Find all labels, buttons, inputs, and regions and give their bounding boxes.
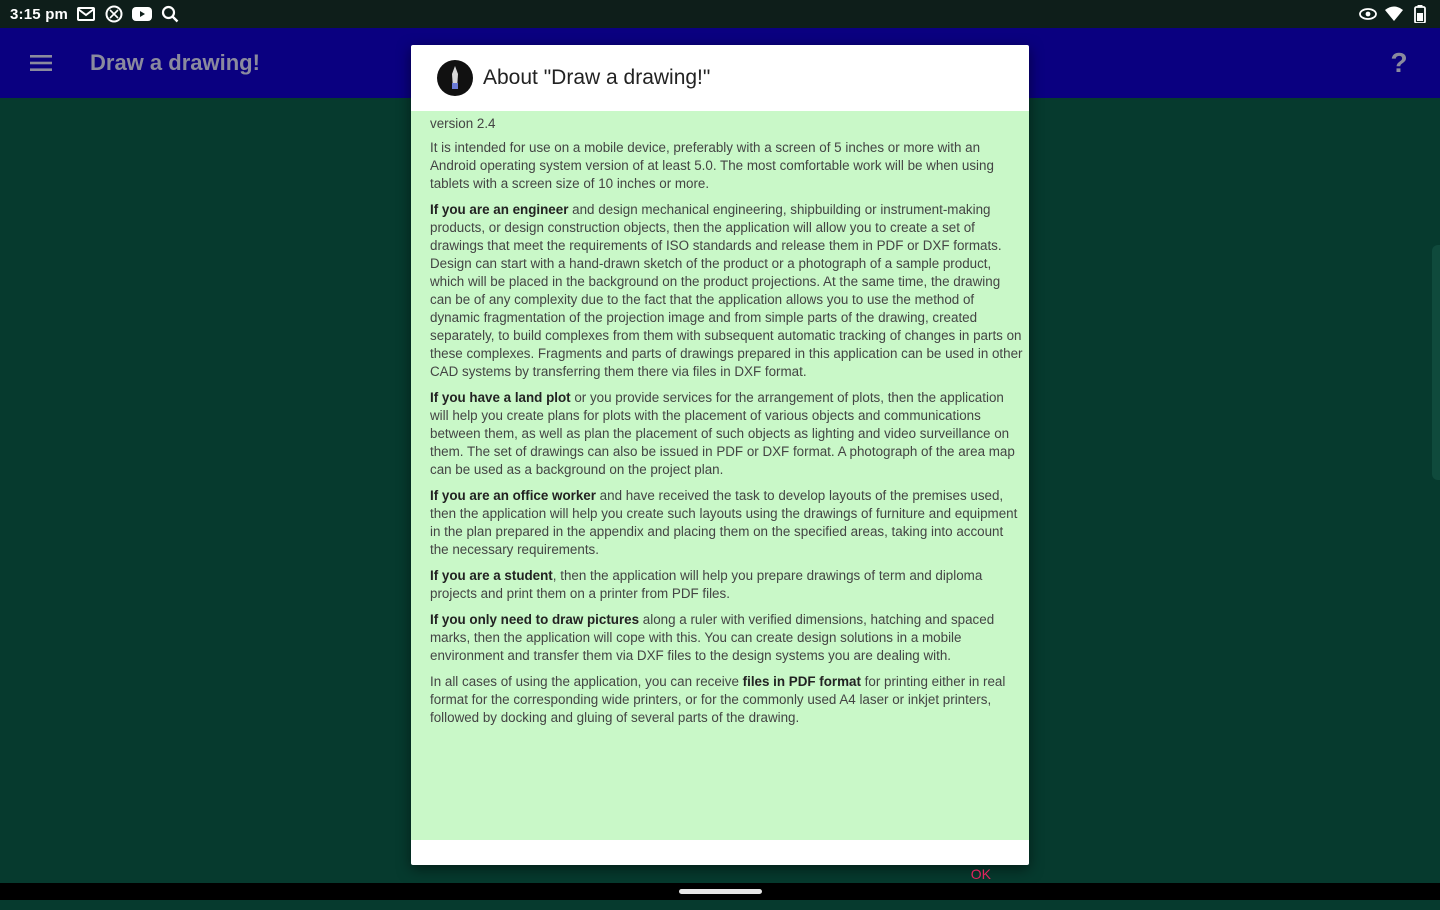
youtube-icon <box>132 4 152 24</box>
status-time: 3:15 pm <box>10 5 69 23</box>
office-paragraph <box>430 487 1023 559</box>
land-paragraph <box>430 389 1023 479</box>
dialog-scroll-content[interactable] <box>411 111 1029 840</box>
cases-text-b: for printing either in real format for the corresponding wide printers, or for the commonly used A4 laser or inkjet printers, followed by docking and gluing of several parts of the drawing. <box>430 674 1006 725</box>
app-icon <box>104 4 124 24</box>
office-text: and have received the task to develop layouts of the premises used, then the application will help you create such layouts using the drawings of furniture and equipment in the plan prepared in the appendix and placing them on the specified areas, taking into account the necessary requirements. <box>430 488 1018 557</box>
home-gesture-handle[interactable] <box>679 889 762 894</box>
menu-button[interactable] <box>26 48 56 78</box>
dialog-title: About "Draw a drawing!" <box>483 66 711 89</box>
student-text: , then the application will help you prepare drawings of term and diploma projects and print them on a printer from PDF files. <box>430 568 983 601</box>
status-right <box>1358 4 1430 24</box>
navigation-bar <box>0 883 1440 900</box>
intro-paragraph: It is intended for use on a mobile device, preferably with a screen of 5 inches or more with an Android operating system version of at least 5.0. The most comfortable work will be when using tablets with a screen size of 10 inches or more. <box>430 140 994 191</box>
gmail-icon <box>76 4 96 24</box>
about-dialog <box>411 45 1029 882</box>
office-lead: If you are an office worker <box>430 488 596 503</box>
cases-lead: files in PDF format <box>742 674 861 689</box>
ok-button[interactable]: OK <box>970 866 991 882</box>
pictures-lead: If you only need to draw pictures <box>430 612 640 627</box>
side-edge-handle[interactable] <box>1432 245 1440 480</box>
pictures-paragraph <box>430 611 1023 665</box>
student-lead: If you are a student <box>430 568 553 583</box>
hamburger-menu-icon <box>30 55 52 71</box>
cases-text-a: In all cases of using the application, you can receive <box>430 674 743 689</box>
version-text: version 2.4 <box>430 116 496 131</box>
help-button[interactable]: ? <box>1390 47 1408 78</box>
search-icon <box>160 4 180 24</box>
land-lead: If you have a land plot <box>430 390 571 405</box>
status-bar <box>0 0 1440 28</box>
land-text: or you provide services for the arrangement of plots, then the application will help you create plans for plots with the placement of various objects and communications between them, as well as plan the placement of such objects as lighting and video surveillance on them. The set of drawings can also be issued in PDF or DXF format. A photograph of the area map can be used as a background on the project plan. <box>430 390 1015 477</box>
status-left <box>10 4 180 24</box>
engineer-lead: If you are an engineer <box>430 202 569 217</box>
eye-icon <box>1358 4 1378 24</box>
app-title: Draw a drawing! <box>90 50 260 75</box>
dialog-header <box>411 45 1029 111</box>
pictures-text: along a ruler with verified dimensions, hatching and spaced marks, then the application will cope with this. You can create design solutions in a mobile environment and transfer them via DXF files to the design systems you are dealing with. <box>430 612 995 663</box>
engineer-paragraph <box>430 201 1023 381</box>
student-paragraph <box>430 567 1023 603</box>
cases-paragraph <box>430 673 1023 727</box>
wifi-icon <box>1384 4 1404 24</box>
app-logo-icon <box>437 60 473 96</box>
battery-icon <box>1410 4 1430 24</box>
engineer-text: and design mechanical engineering, shipbuilding or instrument-making products, or design construction objects, then the application will allow you to create a set of drawings that meet the requirements of ISO standards and release them in PDF or DXF formats. Design can start with a hand-drawn sketch of the product or a photograph of a sample product, which will be placed in the background on the product projections. At the same time, the drawing can be of any complexity due to the fact that the application allows you to use the method of dynamic fragmentation of the projection image and from simple parts of the drawing, created separately, to build complexes from them with subsequent automatic tracking of changes in parts on these complexes. Fragments and parts of drawings prepared in this application can be used in other CAD systems by transferring them there via files in DXF format. <box>430 202 1023 379</box>
